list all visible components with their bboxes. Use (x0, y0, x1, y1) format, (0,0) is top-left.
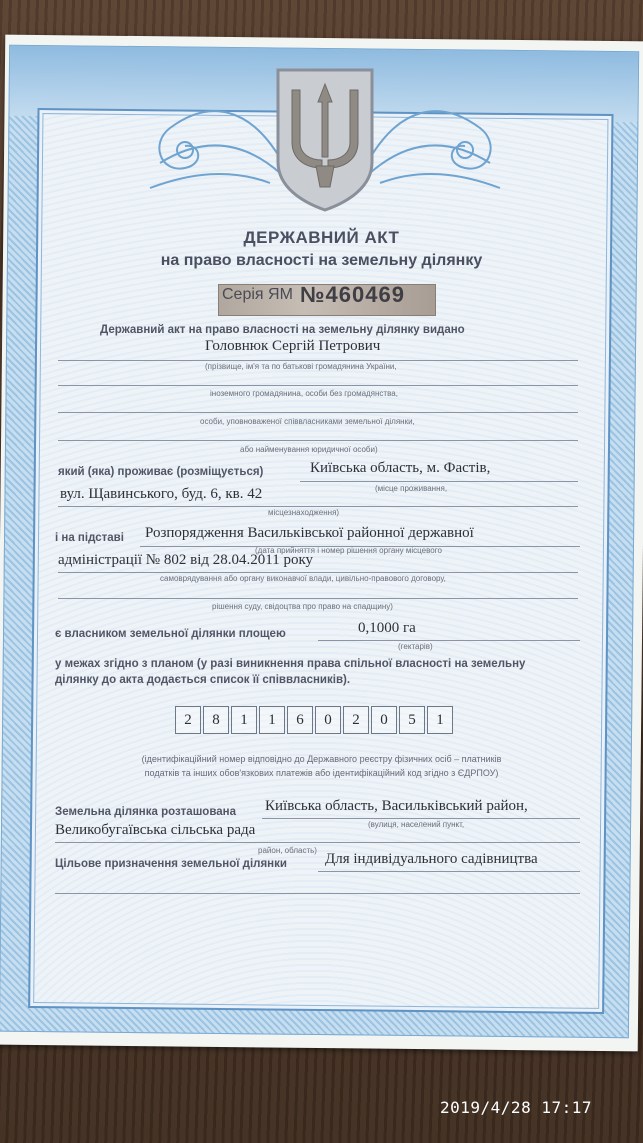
trident-emblem-icon (270, 62, 380, 212)
id-digit-cell: 5 (399, 706, 425, 734)
location-line-2 (55, 842, 580, 843)
location-line-1 (262, 818, 580, 819)
basis-caption-2: самоврядування або органу виконавчої влади, цивільно-правового договору, (160, 574, 446, 583)
resides-caption-2: місцезнаходження) (268, 508, 340, 517)
id-caption-2: податків та інших обов'язкових платежів або ідентифікаційний код згідно з ЄДРПОУ) (144, 768, 499, 778)
id-digit-cell: 0 (315, 706, 341, 734)
basis-value-1: Розпорядження Васильківської районної державної (145, 525, 474, 541)
document-subtitle: на право власності на земельну ділянку (160, 252, 483, 269)
area-value: 0,1000 га (358, 620, 416, 636)
area-line (318, 640, 580, 641)
left-ornament-icon (130, 88, 290, 198)
legal-line (58, 440, 578, 441)
area-caption: (гектарів) (398, 642, 433, 651)
purpose-line (318, 871, 580, 872)
foreign-line (58, 385, 578, 386)
authorized-caption: особи, уповноваженої співвласниками земельної ділянки, (200, 417, 415, 426)
owner-line (58, 360, 578, 361)
plan-text-1: у межах згідно з планом (у разі виникнення права спільної власності на земельну (55, 658, 526, 670)
basis-line-3 (58, 598, 578, 599)
owner-name: Головнюк Сергій Петрович (205, 338, 381, 354)
id-caption-1: (ідентифікаційний номер відповідно до Державного реєстру фізичних осіб – платників (141, 754, 502, 764)
resides-caption-1: (місце проживання, (375, 484, 448, 493)
id-number-cells (175, 706, 455, 734)
id-digit-cell: 2 (343, 706, 369, 734)
series-number: №460469 (300, 282, 405, 307)
owner-caption: (прізвище, ім'я та по батькові громадянина України, (205, 362, 397, 371)
resides-value-2: вул. Щавинського, буд. 6, кв. 42 (60, 486, 263, 502)
purpose-value: Для індивідуального садівництва (325, 851, 538, 867)
id-digit-cell: 1 (259, 706, 285, 734)
photo-timestamp: 2019/4/28 17:17 (440, 1098, 592, 1117)
plan-text-2: ділянку до акта додається список її співвласників). (55, 674, 351, 686)
resides-line-1 (300, 481, 578, 482)
id-digit-cell: 2 (175, 706, 201, 734)
purpose-line-2 (55, 893, 580, 894)
location-label: Земельна ділянка розташована (55, 806, 236, 818)
document-title: ДЕРЖАВНИЙ АКТ (243, 228, 400, 247)
area-label: є власником земельної ділянки площею (55, 628, 286, 640)
id-digit-cell: 0 (371, 706, 397, 734)
basis-caption-3: рішення суду, свідоцтва про право на спадщину) (212, 602, 393, 611)
basis-line-2 (58, 572, 578, 573)
resides-line-2 (58, 506, 578, 507)
series-prefix: Серія ЯМ (222, 286, 293, 303)
legal-caption: або найменування юридичної особи) (240, 445, 378, 454)
id-digit-cell: 6 (287, 706, 313, 734)
foreign-caption: іноземного громадянина, особи без громадянства, (210, 389, 398, 398)
basis-label: і на підставі (55, 532, 124, 544)
location-value-1: Київська область, Васильківський район, (265, 798, 528, 814)
id-digit-cell: 1 (231, 706, 257, 734)
resides-label: який (яка) проживає (розміщується) (58, 466, 264, 478)
purpose-label: Цільове призначення земельної ділянки (55, 858, 287, 870)
location-caption-1: (вулиця, населений пункт, (368, 820, 465, 829)
location-value-2: Великобугаївська сільська рада (55, 822, 256, 838)
id-digit-cell: 8 (203, 706, 229, 734)
location-caption-2: район, область) (258, 846, 317, 855)
resides-value-1: Київська область, м. Фастів, (310, 460, 491, 476)
basis-value-2: адміністрації № 802 від 28.04.2011 року (58, 552, 314, 568)
basis-caption-1: (дата прийняття і номер рішення органу місцевого (255, 546, 442, 555)
right-ornament-icon (360, 88, 520, 198)
issued-text: Державний акт на право власності на земельну ділянку видано (100, 324, 465, 336)
id-digit-cell: 1 (427, 706, 453, 734)
authorized-line (58, 412, 578, 413)
